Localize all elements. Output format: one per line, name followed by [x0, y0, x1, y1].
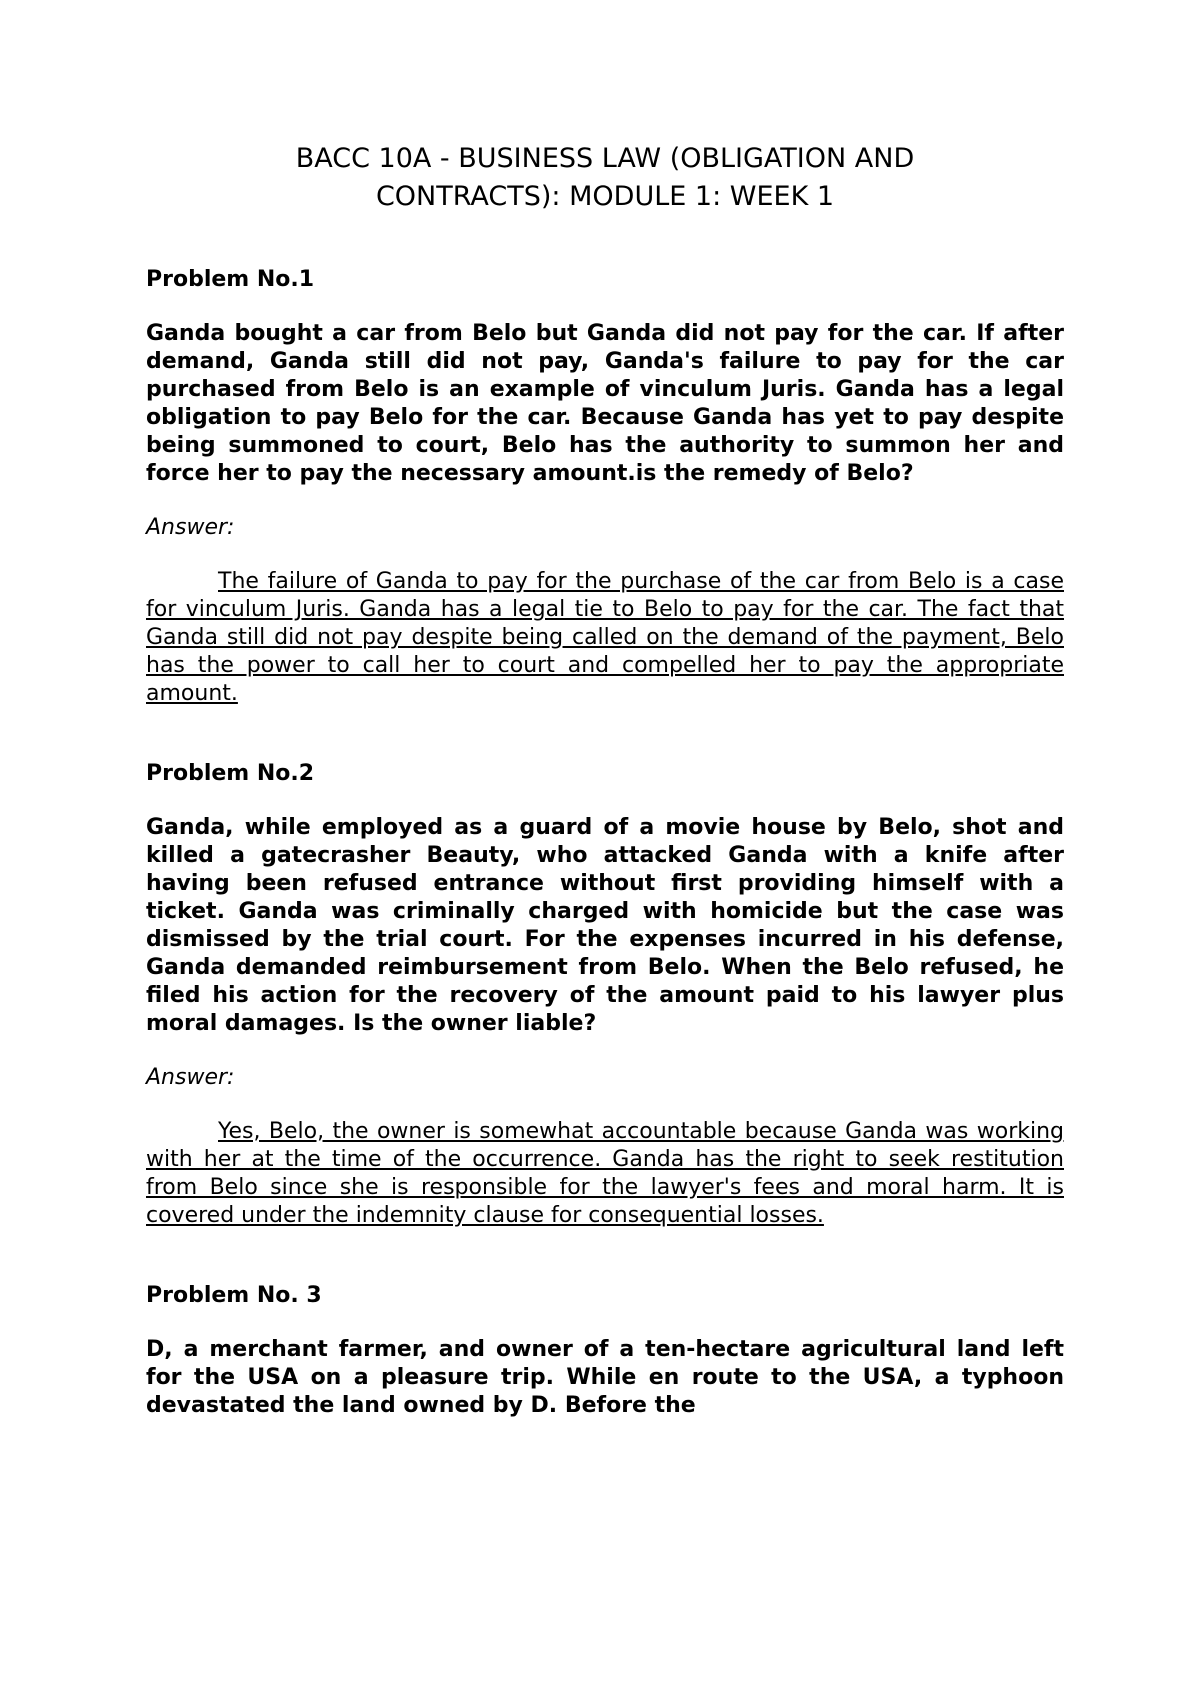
- document-page: [146, 140, 1064, 1420]
- problem-1-heading: Problem No.1: [146, 267, 315, 292]
- problem-2-answer: Yes, Belo, the owner is somewhat accountable because Ganda was working with her at the time of the occurrence. Ganda has the right to seek restitution from Belo since she is responsible for the lawyer's fees and moral harm. It is covered under the indemnity clause for consequential losses.: [146, 1119, 1064, 1228]
- problem-3-question: D, a merchant farmer, and owner of a ten-hectare agricultural land left for the USA on a pleasure trip. While en route to the USA, a typhoon devastated the land owned by D. Before the: [146, 1337, 1064, 1418]
- document-title-line-2: CONTRACTS): MODULE 1: WEEK 1: [375, 181, 835, 212]
- problem-2-heading: Problem No.2: [146, 761, 315, 786]
- problem-1-answer-label: Answer:: [146, 515, 235, 540]
- problem-2-question: Ganda, while employed as a guard of a movie house by Belo, shot and killed a gatecrasher Beauty, who attacked Ganda with a knife after having been refused entrance without first providing himself with a ticket. Ganda was criminally charged with homicide but the case was dismissed by the trial court. For the expenses incurred in his defense, Ganda demanded reimbursement from Belo. When the Belo refused, he filed his action for the recovery of the amount paid to his lawyer plus moral damages. Is the owner liable?: [146, 815, 1064, 1036]
- problem-1-question: Ganda bought a car from Belo but Ganda did not pay for the car. If after demand, Ganda still did not pay, Ganda's failure to pay for the car purchased from Belo is an example of vinculum Juris. Ganda has a legal obligation to pay Belo for the car. Because Ganda has yet to pay despite being summoned to court, Belo has the authority to summon her and force her to pay the necessary amount.is the remedy of Belo?: [146, 321, 1064, 486]
- problem-2-answer-label: Answer:: [146, 1065, 235, 1090]
- problem-3-heading: Problem No. 3: [146, 1283, 322, 1308]
- document-title-line-1: BACC 10A - BUSINESS LAW (OBLIGATION AND: [295, 143, 915, 174]
- problem-1-answer: The failure of Ganda to pay for the purchase of the car from Belo is a case for vinculum Juris. Ganda has a legal tie to Belo to pay for the car. The fact that Ganda still did not pay despite being called on the demand of the payment, Belo has the power to call her to court and compelled her to pay the appropriate amount.: [146, 569, 1064, 706]
